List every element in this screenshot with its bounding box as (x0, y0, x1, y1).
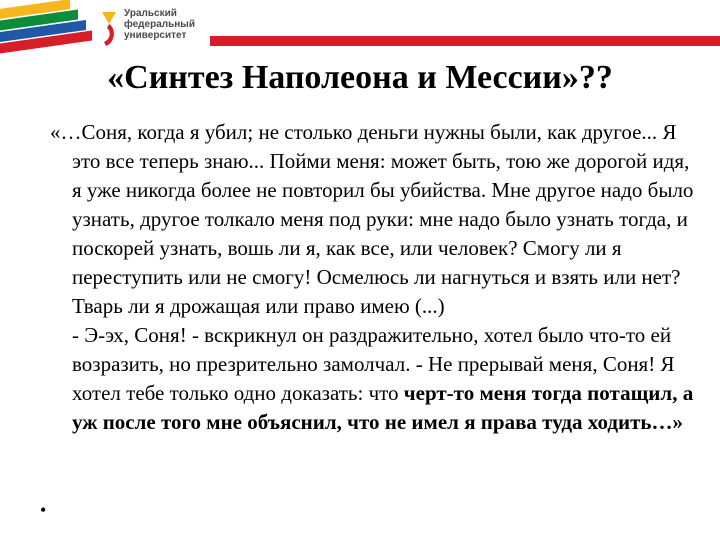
quote-paragraph-2 (50, 321, 695, 437)
quote-paragraph-2-text: - Э-эх, Соня! - вскрикнул он раздражительно, хотел было что-то ей возразить, но презрительно замолчал. - Не прерывай меня, Соня! Я хотел тебе только одно доказать: что (72, 323, 675, 405)
slide-title: «Синтез Наполеона и Мессии»?? (107, 59, 613, 96)
university-logo-icon (100, 10, 118, 48)
quote-paragraph-2-bold: черт-то меня тогда потащил, а уж после того мне объяснил, что не имел я права туда ходить…» (72, 381, 694, 434)
university-name (124, 8, 195, 41)
logo-line-1: Уральский (124, 8, 177, 19)
slide-body (50, 118, 695, 437)
empty-bullet: • (40, 500, 47, 520)
header-red-line (210, 36, 720, 46)
logo-line-3: университет (124, 30, 187, 41)
logo-line-2: федеральный (124, 19, 195, 30)
quote-paragraph-1: «…Соня, когда я убил; не столько деньги нужны были, как другое... Я это все теперь знаю... Пойми меня: может быть, тою же дорогой идя, я уже никогда более не повторил бы убийства. Мне другое надо было узнать, другое толкало меня под руки: мне надо было узнать тогда, и поскорей узнать, вошь ли я, как все, или человек? Смогу ли я переступить или не смогу! Осмелюсь ли нагнуться и взять или нет? Тварь ли я дрожащая или право имею (...) (50, 120, 694, 318)
logo-stripes (0, 4, 92, 54)
header-bar (0, 0, 720, 60)
